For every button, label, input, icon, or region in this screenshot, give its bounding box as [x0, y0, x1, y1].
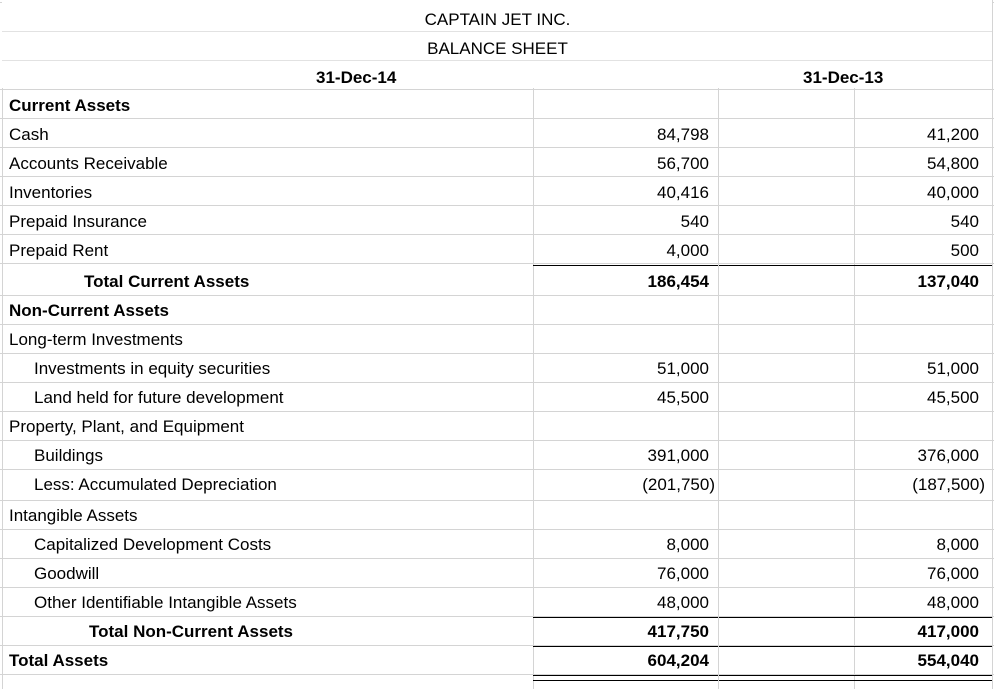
- subtotal-rule: [533, 265, 718, 266]
- grid-line: [0, 440, 994, 441]
- current-value: 4,000: [666, 241, 709, 260]
- subtotal-rule: [719, 265, 992, 266]
- prior-value: 500: [950, 241, 979, 260]
- current-value: 51,000: [657, 359, 709, 378]
- line-item-label: Cash: [9, 125, 49, 144]
- current-period-header: 31-Dec-14: [316, 68, 397, 87]
- prior-value: 40,000: [927, 183, 979, 202]
- current-value: 40,416: [657, 183, 709, 202]
- prior-value: 41,200: [927, 125, 979, 144]
- current-value: (201,750): [642, 475, 715, 494]
- company-name: CAPTAIN JET INC.: [424, 10, 571, 29]
- line-item-label: Prepaid Insurance: [9, 212, 147, 231]
- current-subtotal: 417,750: [647, 622, 709, 641]
- grid-line: [0, 118, 994, 119]
- double-underline: [719, 675, 992, 681]
- grid-line: [0, 263, 994, 264]
- current-grand-total: 604,204: [647, 651, 709, 670]
- grid-line: [992, 0, 993, 689]
- grid-line: [0, 382, 994, 383]
- prior-value: 48,000: [927, 593, 979, 612]
- current-value: 84,798: [657, 125, 709, 144]
- grid-line: [2, 31, 992, 32]
- current-subtotal: 186,454: [647, 272, 709, 291]
- grid-line: [0, 176, 994, 177]
- grand-total-label: Total Assets: [9, 651, 109, 670]
- prior-subtotal: 417,000: [917, 622, 979, 641]
- prior-grand-total: 554,040: [917, 651, 979, 670]
- subsection-heading: Intangible Assets: [9, 506, 138, 525]
- line-item-label: Inventories: [9, 183, 93, 202]
- line-item-label: Goodwill: [34, 564, 100, 583]
- grid-line: [533, 0, 534, 689]
- section-heading: Non-Current Assets: [9, 301, 169, 320]
- line-item-label: Less: Accumulated Depreciation: [34, 475, 277, 494]
- line-item-label: Prepaid Rent: [9, 241, 109, 260]
- grid-line: [0, 500, 994, 501]
- prior-value: 376,000: [917, 446, 979, 465]
- grid-line: [0, 529, 994, 530]
- grid-line: [0, 147, 994, 148]
- report-title: BALANCE SHEET: [427, 39, 568, 58]
- current-value: 8,000: [666, 535, 709, 554]
- subtotal-rule: [719, 617, 992, 618]
- prior-value: 54,800: [927, 154, 979, 173]
- prior-subtotal: 137,040: [917, 272, 979, 291]
- subtotal-label: Total Current Assets: [84, 272, 250, 291]
- subsection-heading: Long-term Investments: [9, 330, 183, 349]
- line-item-label: Investments in equity securities: [34, 359, 271, 378]
- prior-value: 76,000: [927, 564, 979, 583]
- prior-value: 45,500: [927, 388, 979, 407]
- line-item-label: Land held for future development: [34, 388, 284, 407]
- subsection-heading: Property, Plant, and Equipment: [9, 417, 244, 436]
- total-rule: [533, 646, 718, 647]
- grid-line: [2, 0, 3, 689]
- subtotal-rule: [533, 617, 718, 618]
- current-value: 540: [680, 212, 709, 231]
- grid-line: [0, 353, 994, 354]
- grid-line: [0, 234, 994, 235]
- grid-line: [2, 60, 992, 61]
- grid-line: [0, 324, 994, 325]
- grid-line: [0, 205, 994, 206]
- line-item-label: Accounts Receivable: [9, 154, 168, 173]
- prior-value: 8,000: [936, 535, 979, 554]
- current-value: 391,000: [647, 446, 709, 465]
- grid-line: [718, 0, 719, 689]
- grid-line: [0, 89, 994, 90]
- line-item-label: Capitalized Development Costs: [34, 535, 272, 554]
- section-heading: Current Assets: [9, 96, 131, 115]
- grid-line: [0, 587, 994, 588]
- current-value: 56,700: [657, 154, 709, 173]
- current-value: 45,500: [657, 388, 709, 407]
- line-item-label: Other Identifiable Intangible Assets: [34, 593, 297, 612]
- current-value: 48,000: [657, 593, 709, 612]
- prior-period-header: 31-Dec-13: [803, 68, 884, 87]
- grid-line: [0, 558, 994, 559]
- prior-value: 540: [950, 212, 979, 231]
- grid-line: [0, 411, 994, 412]
- line-item-label: Buildings: [34, 446, 103, 465]
- double-underline: [533, 675, 718, 681]
- prior-value: (187,500): [912, 475, 985, 494]
- grid-line: [0, 469, 994, 470]
- total-rule: [719, 646, 992, 647]
- subtotal-label: Total Non-Current Assets: [89, 622, 294, 641]
- grid-line: [0, 295, 994, 296]
- current-value: 76,000: [657, 564, 709, 583]
- prior-value: 51,000: [927, 359, 979, 378]
- grid-line: [854, 0, 855, 689]
